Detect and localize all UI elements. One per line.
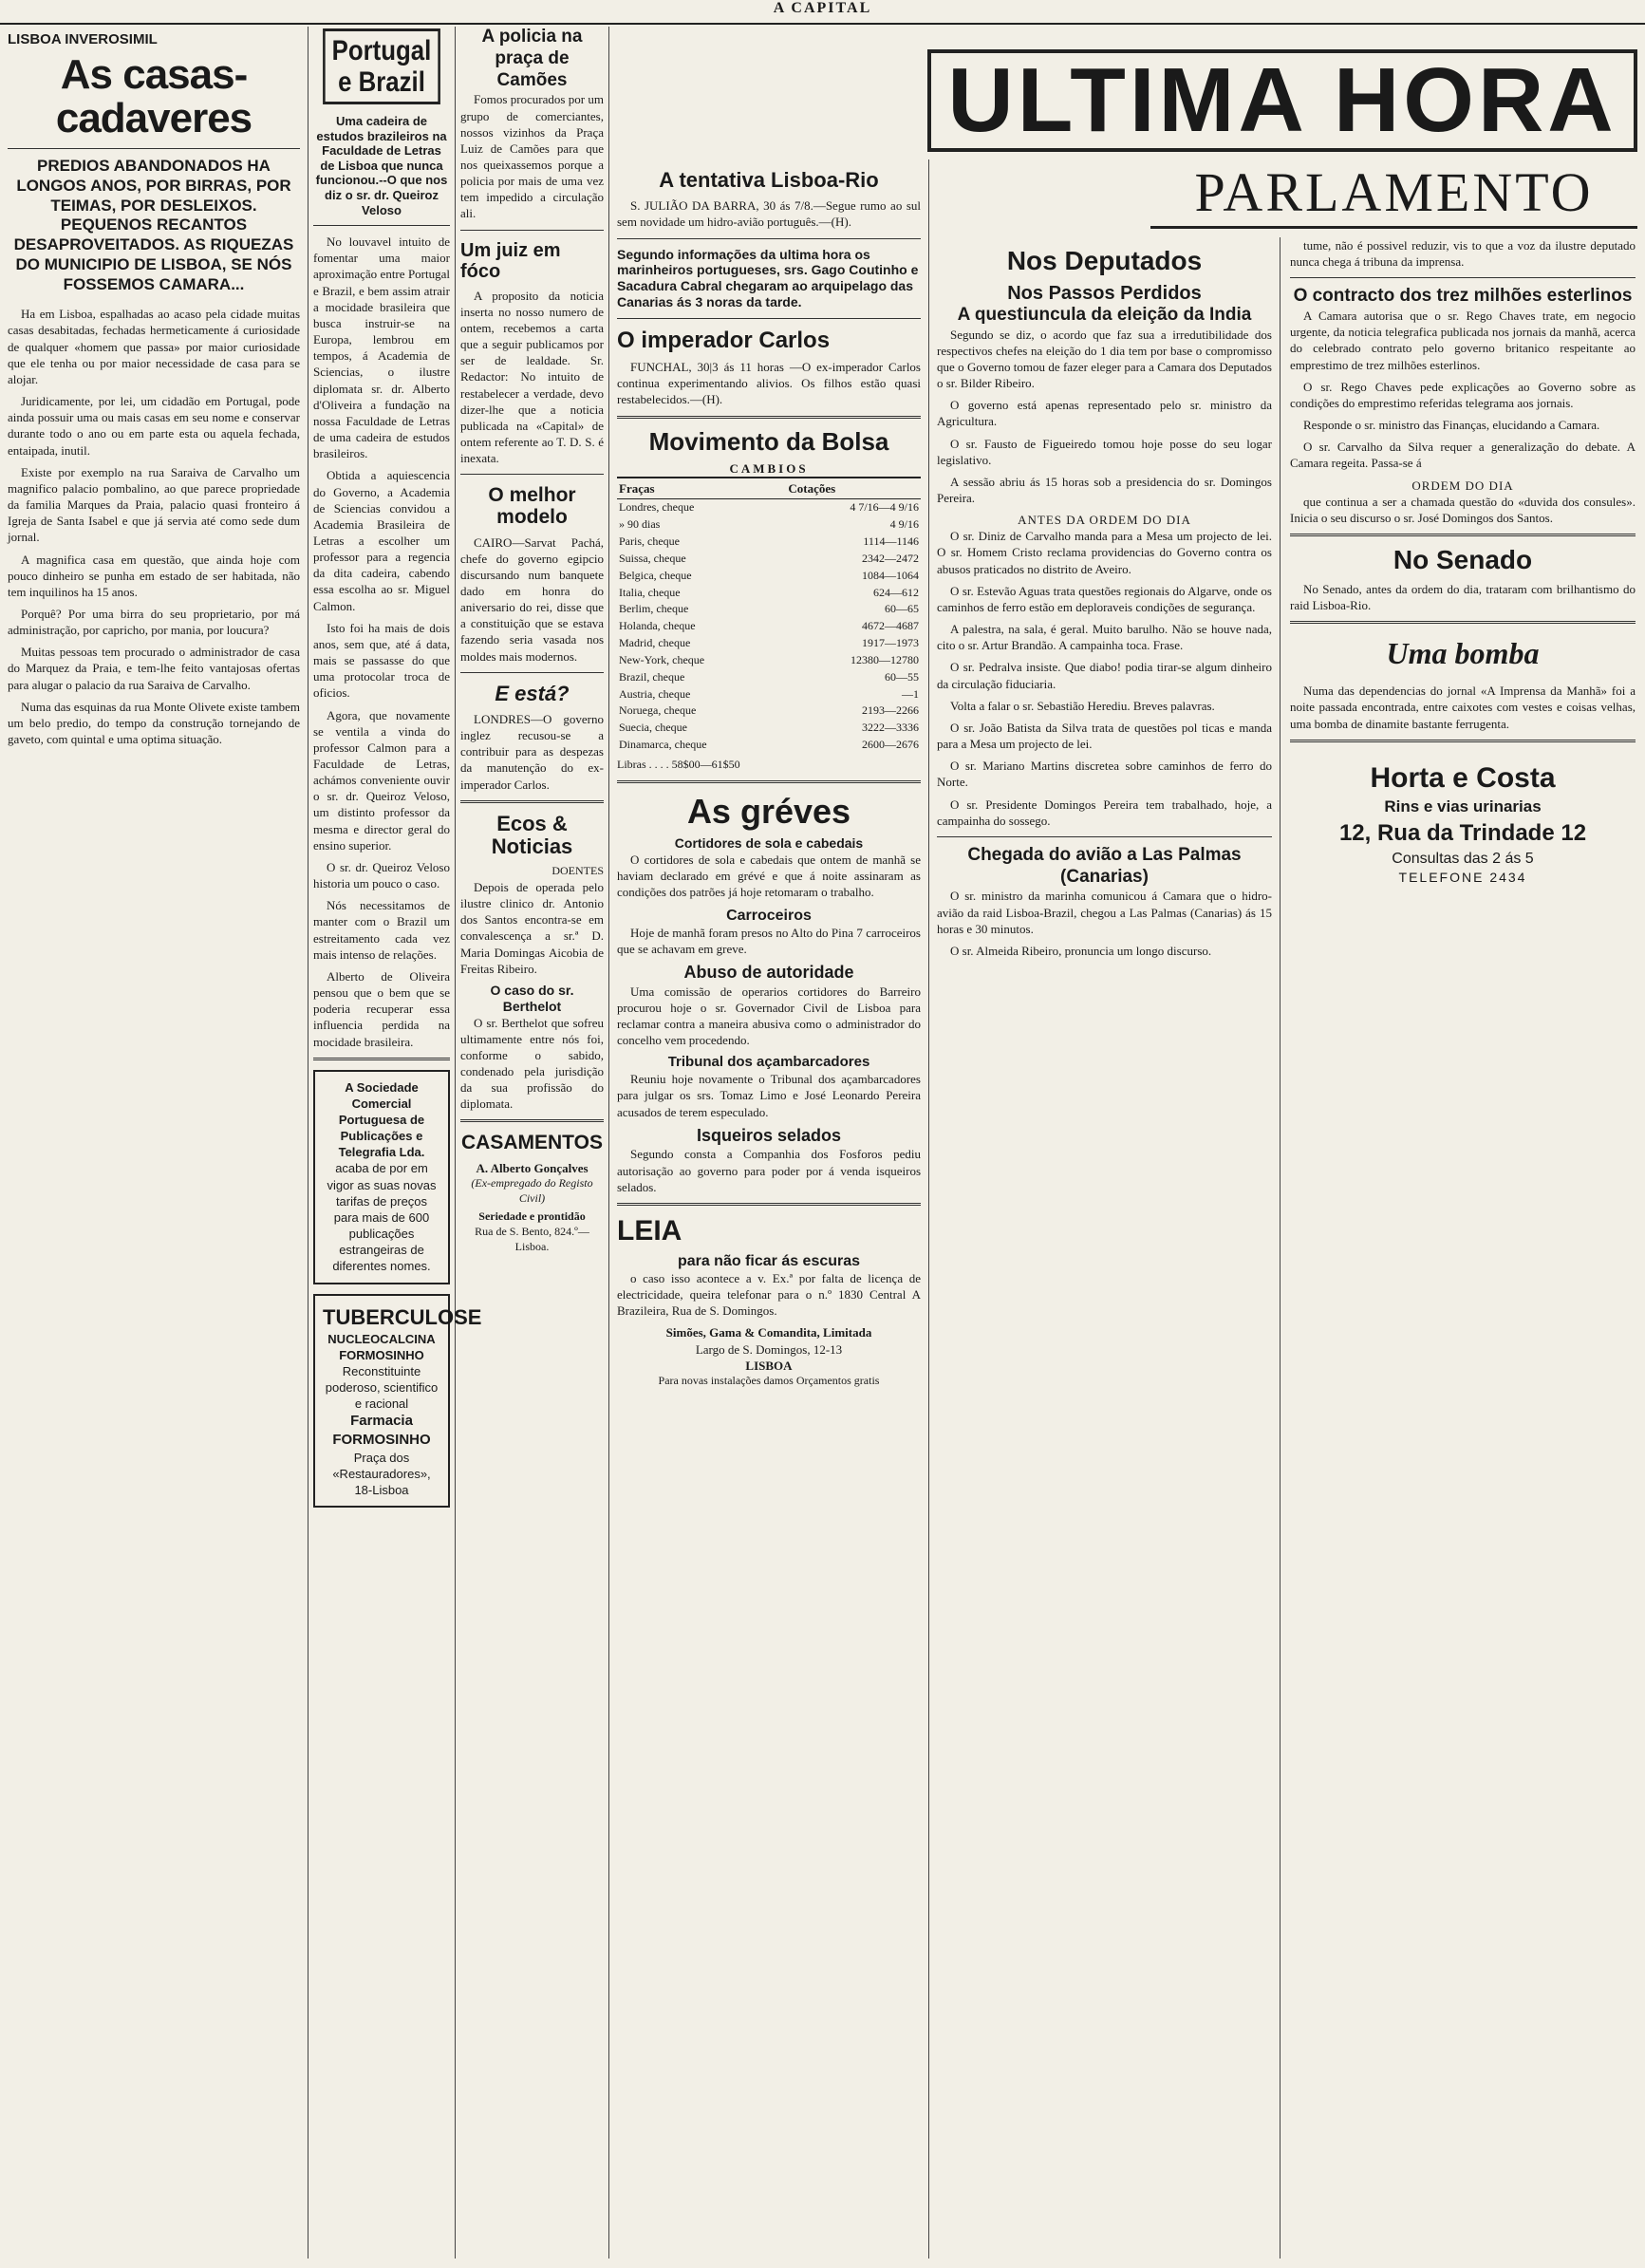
deck: Uma cadeira de estudos brazileiros na Faculdade de Letras de Lisboa que nunca funcionou.--O que nos diz o sr. dr. Queiroz Veloso — [315, 114, 448, 217]
currency-cell: Noruega, cheque — [619, 703, 697, 718]
divider — [617, 1203, 921, 1206]
headline-tentativa: A tentativa Lisboa-Rio — [659, 168, 879, 192]
paragraph: O sr. Carvalho da Silva requer a generalização do debate. A Camara regeita. Passa-se á — [1290, 440, 1636, 471]
paragraph: Porquê? Por uma birra do seu proprietario, por má administração, por capricho, por mania, por loucura? — [8, 606, 300, 638]
casamentos-address: Rua de S. Bento, 824.º—Lisboa. — [475, 1225, 589, 1253]
headline-berthelot: O caso do sr. Berthelot — [490, 982, 574, 1014]
rate-cell: 4 9/16 — [889, 517, 919, 532]
masthead-ultima-hora: ULTIMA HORA — [927, 49, 1637, 152]
paragraph: Segundo se diz, o acordo que faz sua a irredutibilidade dos respectivos chefes na eleição do 1 dia tem por base o compromisso que o Governo tomou de fazer eleger para a Camara dos Deputados o sr. Bilder Ribeiro. — [937, 327, 1272, 391]
currency-cell: New-York, cheque — [619, 652, 705, 666]
paragraph: A magnifica casa em questão, que ainda hoje com pouco dinheiro se punha em estado de ser habitada, não tem inquilinos ha 15 anos. — [8, 552, 300, 599]
ad-title: TUBERCULOSE — [323, 1304, 482, 1329]
column-6 — [1280, 237, 1645, 2259]
paragraph: FUNCHAL, 30|3 ás 11 horas —O ex-imperador Carlos continua experimentando alivios. Os filhos estão quasi restabelecidos.—(H). — [617, 360, 921, 407]
paragraph: Segundo consta a Companhia dos Fosforos pediu autorisação ao governo para poder por á venda isqueiros selados. — [617, 1147, 921, 1194]
table-row — [617, 737, 921, 754]
simoes-line: Para novas instalações damos Orçamentos gratis — [658, 1373, 880, 1387]
table-row — [617, 618, 921, 635]
paragraph: O sr. João Batista da Silva trata de questões pol ticas e manda para a Mesa um projecto de lei. — [937, 720, 1272, 752]
rate-cell: 2342—2472 — [862, 551, 919, 565]
headline-nos-deputados: Nos Deputados — [1006, 246, 1203, 275]
currency-cell: Londres, cheque — [619, 500, 695, 515]
greves-subhead: Cortidores de sola e cabedais — [674, 835, 864, 852]
table-row — [617, 568, 921, 585]
currency-cell: Austria, cheque — [619, 686, 691, 701]
table-row — [617, 601, 921, 618]
paragraph: O governo está apenas representado pelo sr. ministro da Agricultura. — [937, 398, 1272, 429]
divider — [313, 1058, 450, 1060]
paragraph: Nós necessitamos de manter com o Brazil um estreitamento cada vez mais intenso de relações. — [313, 898, 450, 962]
table-row — [617, 720, 921, 737]
paragraph: O sr. ministro da marinha comunicou á Camara que o hidro-avião da raid Lisboa-Brazil, chegou a Las Palmas (Canarias) ás 15 horas e 30 minutos. — [937, 889, 1272, 936]
table-row — [617, 534, 921, 551]
headline-carroceiros: Carroceiros — [726, 907, 812, 924]
paragraph: O sr. Presidente Domingos Pereira tem trabalhado, hoje, a campainha do sossego. — [937, 797, 1272, 828]
headline-isqueiros: Isqueiros selados — [696, 1125, 842, 1145]
currency-cell: Italia, cheque — [619, 585, 681, 599]
paragraph: S. JULIÃO DA BARRA, 30 ás 7/8.—Segue rumo ao sul sem novidade um hidro-avião português.—(H). — [617, 198, 921, 230]
divider — [460, 672, 604, 673]
currency-cell: Dinamarca, cheque — [619, 738, 707, 752]
rate-cell: 12380—12780 — [851, 652, 919, 666]
paragraph: Depois de operada pelo ilustre clinico dr. Antonio dos Santos encontra-se em convalescença a sr.ª D. Maria Domingas Aicobia de Freitas Ribeiro. — [460, 879, 604, 976]
ad-text: acaba de por em vigor as suas novas tarifas de preços para mais de 600 publicações estrangeiras de diferentes nomes. — [327, 1161, 437, 1274]
paragraph: O sr. Pedralva insiste. Que diabo! podia tirar-se algum dinheiro da circulação fiduciaria. — [937, 660, 1272, 691]
casamentos-name: A. Alberto Gonçalves — [476, 1160, 589, 1175]
ecos-subhead: DOENTES — [551, 864, 604, 878]
ad-line: TELEFONE 2434 — [1398, 869, 1527, 885]
headline-casas-cadaveres: As casas-cadaveres — [55, 50, 252, 141]
divider — [460, 800, 604, 803]
headline-casamentos: CASAMENTOS — [461, 1132, 603, 1154]
table-row — [617, 669, 921, 686]
paragraph: O sr. Berthelot que sofreu ultimamente entre nós foi, conforme o sabido, condenado pela jurisdição da sua profissão do diplomata. — [460, 1015, 604, 1112]
divider — [460, 474, 604, 475]
paragraph: A proposito da noticia inserta no nosso numero de ontem, recebemos a carta que a seguir publicamos por ser de lealdade. Sr. Redactor: No intuito de restabelecer a verdade, devo dizer-lhe que a noticia publicada na «Capital» de ontem referente ao T. D. S. é inexata. — [460, 288, 604, 466]
table-row — [617, 499, 921, 516]
divider — [1290, 740, 1636, 742]
column-4 — [609, 159, 929, 2259]
antes-ordem-dia: ANTES DA ORDEM DO DIA — [1018, 513, 1191, 528]
rate-cell: 624—612 — [873, 585, 919, 599]
paragraph: tume, não é possivel reduzir, vis to que a voz da ilustre deputado nunca chega á tribuna da imprensa. — [1290, 238, 1636, 270]
ad-pharmacy: Farmacia FORMOSINHO — [332, 1413, 431, 1449]
column-3 — [456, 27, 609, 2259]
cambios-table — [617, 477, 921, 754]
divider — [1290, 621, 1636, 624]
divider — [617, 318, 921, 319]
paragraph: O sr. Almeida Ribeiro, pronuncia um longo discurso. — [950, 943, 1212, 958]
currency-cell: Berlim, cheque — [619, 602, 689, 616]
column-header: Fraças — [617, 478, 786, 499]
ad-company: A Sociedade Comercial Portuguesa de Publicações e Telegrafia Lda. — [338, 1079, 425, 1160]
table-row — [617, 652, 921, 669]
table-row — [617, 585, 921, 602]
cambios-title: CAMBIOS — [729, 461, 809, 477]
headline-contracto: O contracto dos trez milhões esterlinos — [1293, 286, 1633, 307]
currency-cell: Suecia, cheque — [619, 721, 687, 735]
paragraph: Alberto de Oliveira pensou que o bem que se poderia recuperar essa influencia perdida na mocidade brasileira. — [313, 968, 450, 1049]
table-row — [617, 551, 921, 568]
headline-ecos-noticias: Ecos & Noticias — [491, 811, 573, 858]
divider — [617, 238, 921, 239]
ad-title: Horta e Costa — [1370, 761, 1556, 794]
rate-cell: 2193—2266 — [862, 703, 919, 718]
paragraph: Juridicamente, por lei, um cidadão em Portugal, pode ainda possuir uma ou mais casas em seu nome e conservar durante todo o ano ou em parte esta ou aquela fechada, entaipada, inutil. — [8, 394, 300, 458]
cambios-body — [617, 499, 921, 754]
deck: PREDIOS ABANDONADOS HA LONGOS ANOS, POR BIRRAS, POR TEIMAS, POR DESLEIXOS. PEQUENOS RECANTOS DESAPROVEITADOS. AS RIQUEZAS DO MUNICIPIO DE LISBOA, SE NÓS FOSSEMOS CAMARA... — [13, 157, 294, 293]
headline-movimento-bolsa: Movimento da Bolsa — [648, 426, 889, 456]
paragraph: No louvavel intuito de fomentar uma maior aproximação entre Portugal e Brazil, e bem assim atrair a mocidade brasileira que busca instruir-se na Europa, lembrou em tempos, á Academia de Sciencias, o ilustre diplomata sr. dr. Alberto d'Oliveira a fundação na nossa Faculdade de Letras de uma cadeira de estudos brasileiros. — [313, 234, 450, 461]
paragraph: Existe por exemplo na rua Saraiva de Carvalho um magnifico palacio pombalino, ao que parece propriedade da familia Marques da Praia, palacio quasi fronteiro á Igreja de Santa Isabel e que já servia até como sede dum jornal. — [8, 464, 300, 545]
currency-cell: » 90 dias — [619, 517, 661, 532]
rate-cell: 4672—4687 — [862, 619, 919, 633]
divider — [8, 148, 300, 149]
currency-cell: Holanda, cheque — [619, 619, 696, 633]
paragraph: Agora, que novamente se ventila a vinda do professor Calmon para a Faculdade de Letras, achámos conveniente ouvir o sr. dr. Queiroz Veloso, um distinto professor da mesma e director geral do ensino superior. — [313, 707, 450, 853]
section-parlamento: PARLAMENTO — [1150, 159, 1637, 229]
currency-cell: Paris, cheque — [619, 534, 680, 549]
paragraph: Ha em Lisboa, espalhadas ao acaso pela cidade muitas casas desabitadas, fechadas hermeticamente á curiosidade de qualquer «homem que passa» por maior curiosidade que ele tenha ou por maior necessidade de casa para se alojar. — [8, 307, 300, 386]
divider — [617, 780, 921, 783]
paragraph: O cortidores de sola e cabedais que ontem de manhã se haviam declarado em grévé e que á noite assinaram as condições dos patrões já hoje retomaram o trabalho. — [617, 853, 921, 900]
column-5 — [929, 237, 1280, 2259]
column-1 — [0, 27, 308, 2259]
headline-juiz-foco: Um juiz em fóco — [460, 239, 561, 282]
casamentos-footer: Seriedade e prontidão — [478, 1209, 586, 1224]
headline-imperador: O imperador Carlos — [617, 327, 831, 353]
headline-melhor-modelo: O melhor modelo — [488, 484, 576, 529]
ad-sociedade-comercial — [313, 1070, 450, 1284]
paragraph: Uma comissão de operarios cortidores do Barreiro procurou hoje o sr. Governador Civil de Lisboa para reclamar contra a maneira abusiva como o administrador do concelho vem procedendo. — [617, 984, 921, 1048]
ad-product: NUCLEOCALCINA FORMOSINHO — [327, 1331, 436, 1362]
headline-chegada-aviao: Chegada do avião a Las Palmas (Canarias) — [967, 844, 1242, 887]
ad-line: Rins e vias urinarias — [1384, 797, 1542, 816]
divider — [617, 416, 921, 419]
kicker: LISBOA INVEROSIMIL — [8, 31, 158, 47]
simoes-city: LISBOA — [745, 1358, 793, 1373]
headline-leia: LEIA — [617, 1214, 682, 1246]
ad-address: Praça dos «Restauradores», 18-Lisboa — [332, 1450, 431, 1498]
simoes-name: Simões, Gama & Comandita, Limitada — [665, 1325, 872, 1340]
paragraph: Reuniu hoje novamente o Tribunal dos açambarcadores para julgar os srs. Tomaz Limo e José Leonardo Pereira acusados de terem especulado. — [617, 1072, 921, 1119]
divider — [1290, 534, 1636, 536]
table-row — [617, 686, 921, 703]
paragraph: O sr. Rego Chaves pede explicações ao Governo sobre as condições do emprestimo referidas telegrama aos jornais. — [1290, 379, 1636, 410]
paragraph: O sr. Diniz de Carvalho manda para a Mesa um projecto de lei. O sr. Homem Cristo reclama providencias do Governo contra os abusos praticados no distrito de Aveiro. — [937, 529, 1272, 576]
divider — [1290, 277, 1636, 278]
table-row — [617, 703, 921, 720]
headline-uma-bomba: Uma bomba — [1386, 636, 1540, 671]
table-row — [617, 516, 921, 534]
rate-cell: 2600—2676 — [862, 738, 919, 752]
ad-tuberculose — [313, 1294, 482, 1509]
paragraph: Volta a falar o sr. Sebastião Herediu. Breves palavras. — [950, 698, 1215, 713]
paragraph: Muitas pessoas tem procurado o administrador de casa do Marquez da Praia, e tem-lhe feito vantajosas ofertas para alugar o palacio da rua Saraiva de Carvalho. — [8, 645, 300, 692]
paragraph: O sr. dr. Queiroz Veloso historia um pouco o caso. — [313, 859, 450, 891]
currency-cell: Brazil, cheque — [619, 669, 685, 684]
rate-cell: 1084—1064 — [862, 568, 919, 582]
headline-no-senado: No Senado — [1393, 544, 1533, 574]
casamentos-sub: (Ex-empregado do Registo Civil) — [471, 1175, 593, 1205]
paragraph: O sr. Mariano Martins discretea sobre caminhos de ferro do Norte. — [937, 759, 1272, 790]
headline-passos-perdidos: Nos Passos Perdidos — [1007, 282, 1202, 304]
headline-policia-camoes: A policia na praça de Camões — [481, 27, 583, 90]
paragraph: LONDRES—O governo inglez recusou-se a contribuir para as despezas da manutenção do ex-imperador Carlos. — [460, 711, 604, 792]
rate-cell: —1 — [902, 686, 919, 701]
currency-cell: Belgica, cheque — [619, 568, 692, 582]
rate-cell: 60—65 — [885, 602, 919, 616]
paragraph: Isto foi ha mais de dois anos, sem que, até á data, mais se passasse do que uma protocolar troca de oficios. — [313, 620, 450, 701]
rate-cell: 4 7/16—4 9/16 — [850, 500, 919, 515]
divider — [937, 836, 1272, 837]
paragraph: Hoje de manhã foram presos no Alto do Pina 7 carroceiros que se achavam em greve. — [617, 925, 921, 956]
paragraph: CAIRO—Sarvat Pachá, chefe do governo egipcio discursando num banquete dado em honra do aniversario do rei, disse que a constituição que se estava fazendo seria vasada nos moldes mais modernos. — [460, 534, 604, 664]
running-head: A CAPITAL — [0, 0, 1645, 25]
divider — [460, 230, 604, 231]
currency-cell: Suissa, cheque — [619, 551, 686, 565]
paragraph: No Senado, antes da ordem do dia, trataram com brilhantismo do raid Lisboa-Rio. — [1290, 581, 1636, 612]
rate-cell: 3222—3336 — [862, 721, 919, 735]
divider — [313, 225, 450, 226]
paragraph: O sr. Estevão Aguas trata questões regionais do Algarve, onde os caminhos de ferro estão em deploraveis condições de segurança. — [937, 583, 1272, 614]
paragraph: A palestra, na sala, é geral. Muito barulho. Não se houve nada, cito o sr. Artur Brandão. A campainha toca. Frase. — [937, 622, 1272, 653]
headline-questiuncula: A questiuncula da eleição da India — [957, 304, 1252, 325]
column-2 — [308, 27, 482, 2259]
paragraph: o caso isso acontece a v. Ex.ª por falta de licença de electricidade, queira telefonar para o n.º 1830 Central A Brazileira, Rua de S. Domingos. — [617, 1271, 921, 1319]
ad-line: Reconstituinte poderoso, scientifico e racional — [325, 1363, 439, 1412]
headline-e-esta: E está? — [495, 681, 570, 705]
simoes-address: Largo de S. Domingos, 12-13 — [695, 1341, 843, 1357]
ad-line: Consultas das 2 ás 5 — [1392, 850, 1534, 867]
ordem-dia: ORDEM DO DIA — [1411, 478, 1514, 493]
ad-horta-costa — [1290, 752, 1636, 893]
paragraph: A sessão abriu ás 15 horas sob a presidencia do sr. Domingos Pereira. — [937, 474, 1272, 505]
rate-cell: 1114—1146 — [863, 534, 919, 549]
paragraph: Numa das esquinas da rua Monte Olivete existe tambem um belo predio, do tempo da construção tornejando de gaveto, com quintal e uma optima situação. — [8, 699, 300, 747]
currency-cell: Madrid, cheque — [619, 636, 691, 650]
table-row — [617, 635, 921, 652]
headline-segundo-informacoes: Segundo informações da ultima hora os marinheiros portugueses, srs. Gago Coutinho e Sacadura Cabral chegaram ao arquipelago das Canarias ás 3 noras da tarde. — [617, 246, 919, 309]
paragraph: A Camara autorisa que o sr. Rego Chaves trate, em negocio urgente, da noticia telegrafica publicada nos jornais da manhã, acerca do celebrado contrato pelo governo britanico respeitante ao emprestimo de trez milhões esterlinos. — [1290, 309, 1636, 372]
headline-tribunal: Tribunal dos açambarcadores — [667, 1054, 870, 1071]
paragraph: Numa das dependencias do jornal «A Imprensa da Manhã» foi a noite passada encontrada, entre caixotes com vestes e coisas velhas, uma bomba de dinamite bastante ferrugenta. — [1290, 684, 1636, 731]
paragraph: O sr. Fausto de Figueiredo tomou hoje posse do seu logar legislativo. — [937, 436, 1272, 467]
headline-portugal-brazil: Portugal e Brazil — [323, 28, 440, 104]
paragraph: Obtida a aquiescencia do Governo, a Academia de Sciencias convidou a Academia Brasileira de Letras a escolher um professor para a regencia da dita cadeira, cabendo essa escolha ao sr. Miguel Calmon. — [313, 468, 450, 613]
divider — [460, 1119, 604, 1122]
headline-greves: As gréves — [686, 791, 851, 831]
paragraph: Fomos procurados por um grupo de comerciantes, nossos vizinhos da Praça Luiz de Camões para que nos queixassemos porque a policia por mais de uma vez tem impedido a circulação ali. — [460, 92, 604, 221]
paragraph: Responde o sr. ministro das Finanças, elucidando a Camara. — [1303, 418, 1600, 433]
column-header: Cotações — [786, 478, 921, 499]
libras-line: Libras . . . . 58$00—61$50 — [617, 757, 740, 771]
paragraph: que continua a ser a chamada questão do «duvida dos consules». Inicia o seu discurso o sr. José Domingos dos Santos. — [1290, 494, 1636, 525]
rate-cell: 1917—1973 — [862, 636, 919, 650]
leia-subhead: para não ficar ás escuras — [677, 1252, 861, 1269]
ad-line: 12, Rua da Trindade 12 — [1338, 819, 1587, 846]
rate-cell: 60—55 — [885, 669, 919, 684]
headline-abuso: Abuso de autoridade — [683, 963, 854, 983]
